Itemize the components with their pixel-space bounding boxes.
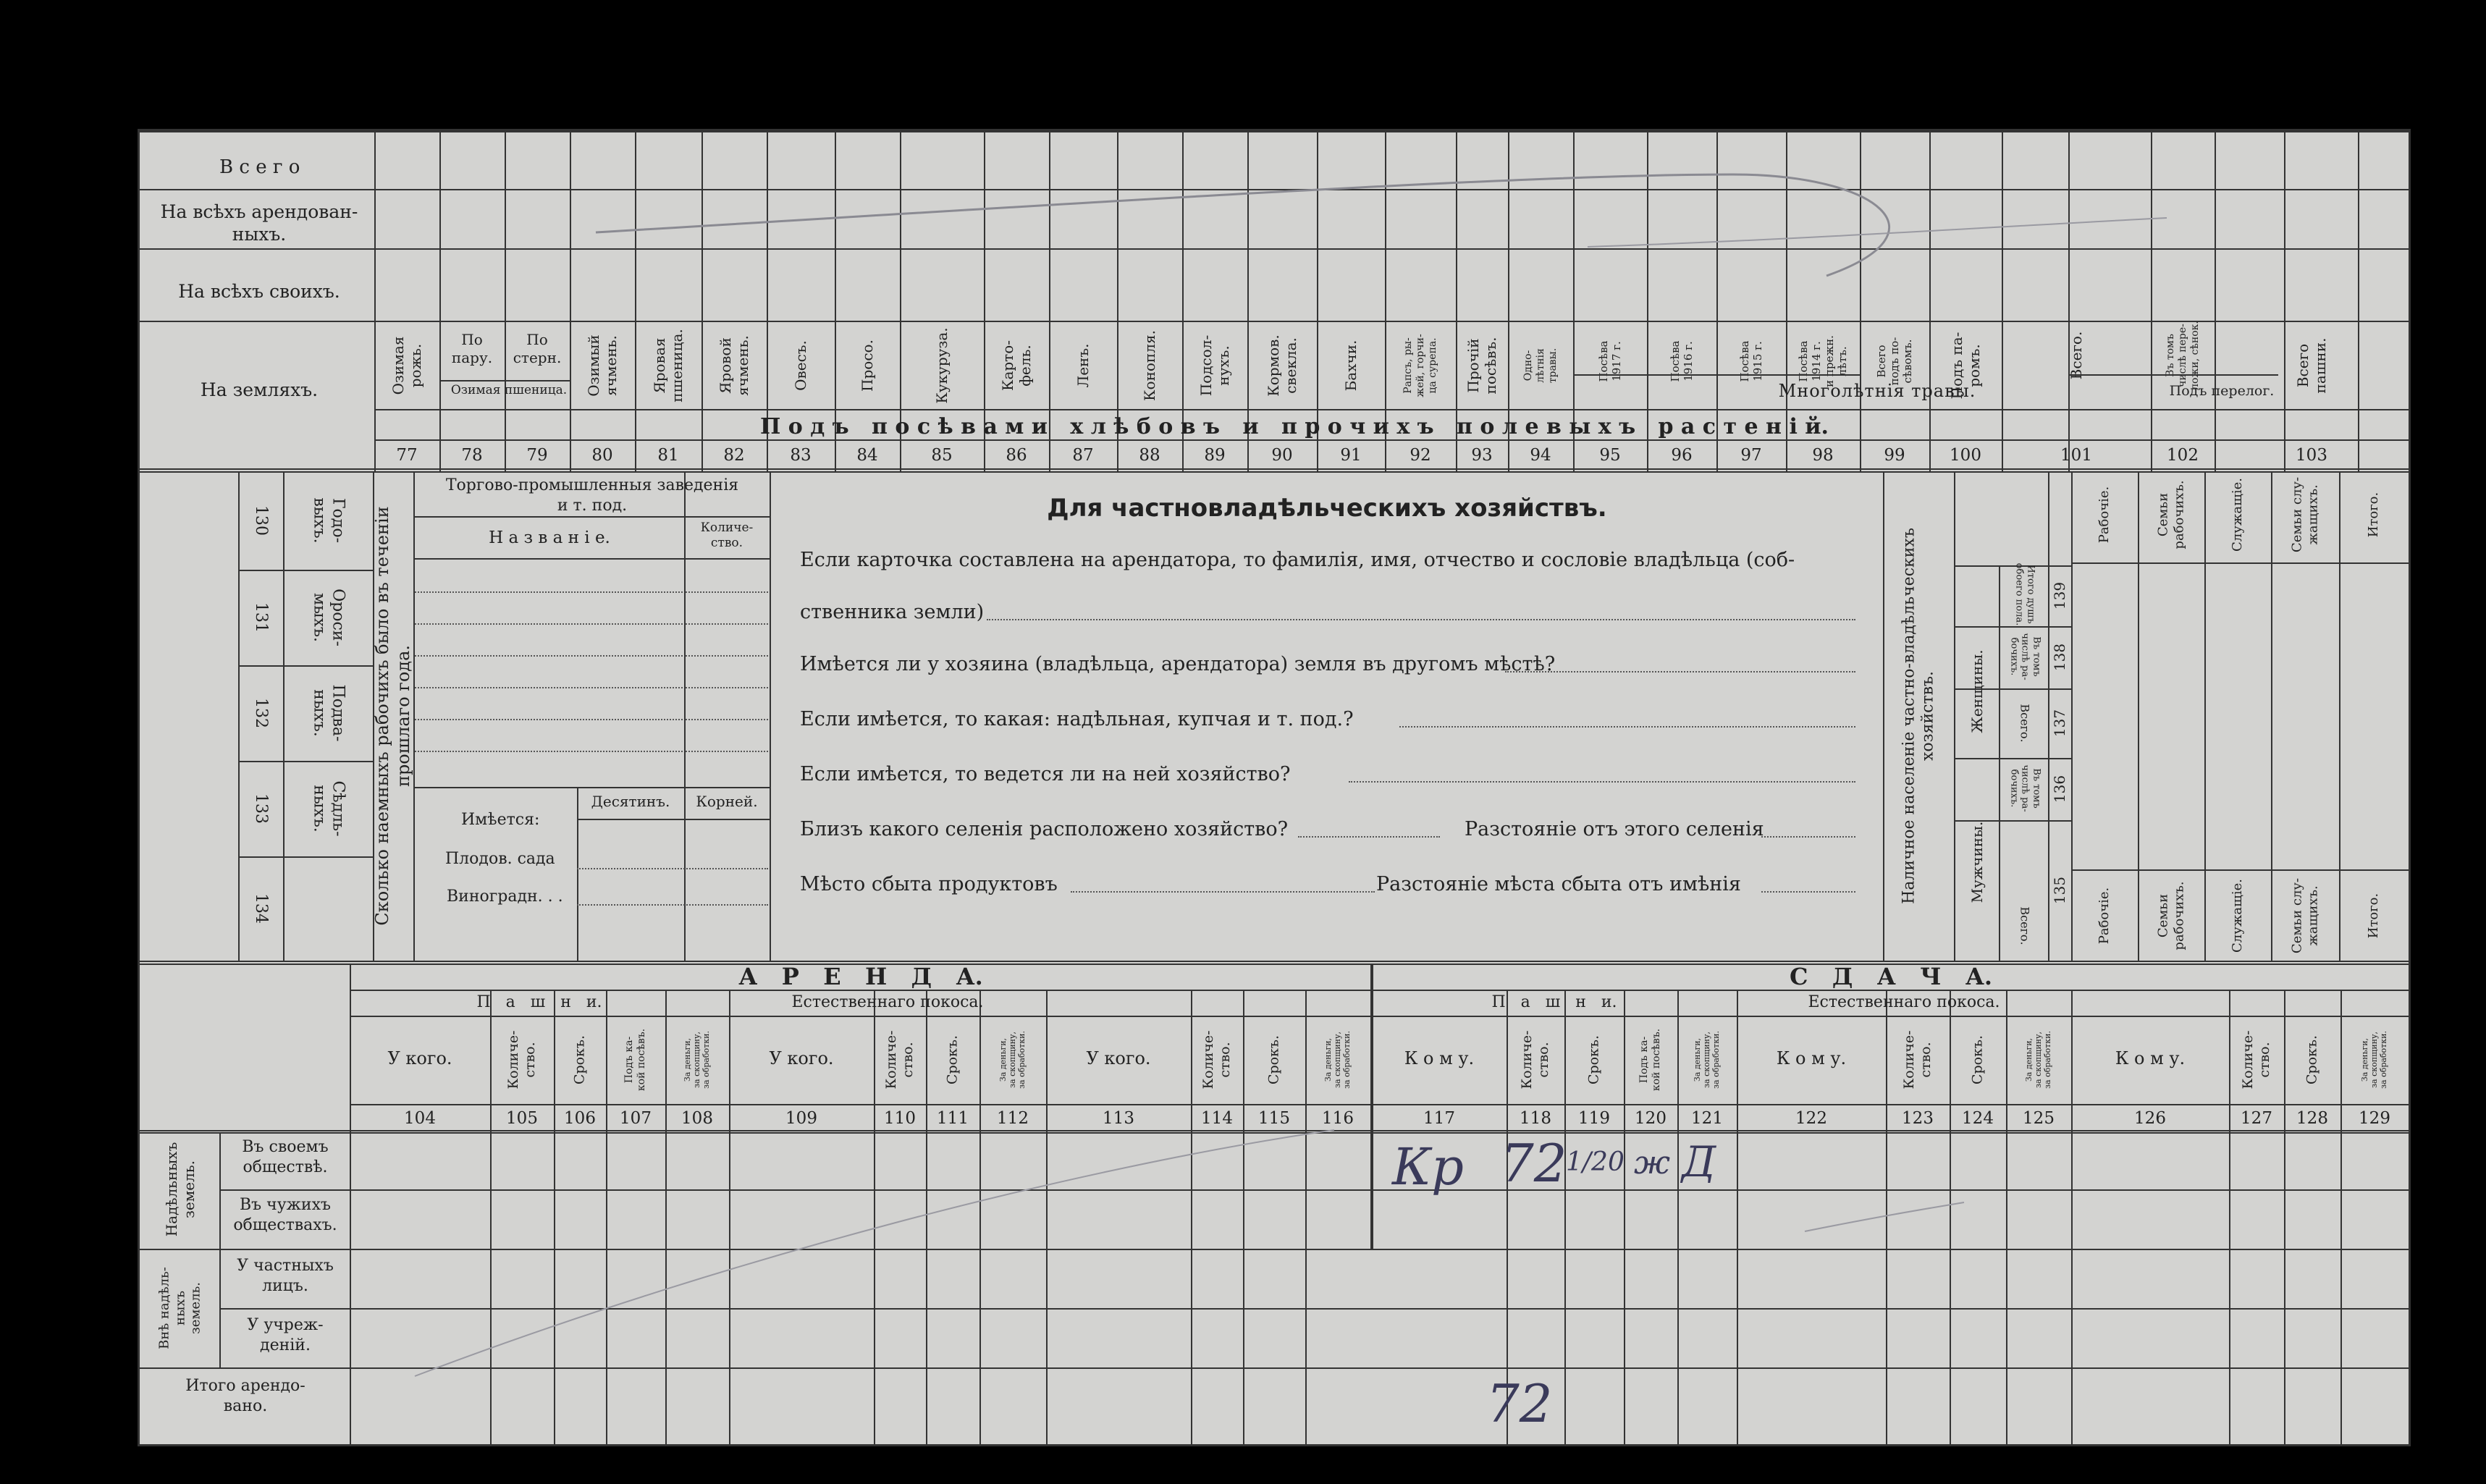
population-col-number: 139 bbox=[2051, 581, 2068, 610]
grid-line bbox=[979, 990, 981, 1444]
handwritten-fraction: 1/20 bbox=[1566, 1147, 1625, 1177]
lease-col-number: 117 bbox=[1423, 1109, 1455, 1128]
column-number: 83 bbox=[790, 446, 812, 465]
crop-label: Всего пашни. bbox=[2294, 337, 2329, 394]
dotted-row bbox=[415, 655, 683, 657]
own-community-label: Въ своемъ обществѣ. bbox=[242, 1138, 329, 1176]
lease-col-number: 108 bbox=[681, 1109, 713, 1128]
lease-col-number: 119 bbox=[1578, 1109, 1610, 1128]
question-5: Близъ какого селенія расположено хозяйство? bbox=[800, 818, 1289, 840]
women-workers: Въ томъ числѣ ра- бочихъ. bbox=[2008, 633, 2042, 680]
private-persons-label: У частныхъ лицъ. bbox=[237, 1257, 334, 1295]
grid-line bbox=[2071, 562, 2409, 564]
column-number: 100 bbox=[1950, 446, 1981, 465]
column-number: 82 bbox=[723, 446, 745, 465]
column-number: 99 bbox=[1884, 446, 1905, 465]
row-rented-label: На всѣхъ арендован- ныхъ. bbox=[160, 201, 358, 245]
lease-col-label: Количе- ство. bbox=[1901, 1030, 1934, 1089]
women-label: Женщины. bbox=[1968, 649, 1986, 733]
lease-col-number: 122 bbox=[1795, 1109, 1827, 1128]
lease-col-label: За деньги, за скопщину, за обработки. bbox=[2360, 1031, 2389, 1089]
livestock-number: 134 bbox=[252, 893, 271, 924]
crop-label: Яровая пшеница. bbox=[651, 329, 686, 402]
column-number: 78 bbox=[461, 446, 483, 465]
livestock-label: Сѣдль- ныхъ. bbox=[310, 780, 347, 837]
lease-col-label: За деньги, за скопщину, за обработки. bbox=[683, 1031, 712, 1089]
lease-col-number: 110 bbox=[884, 1109, 916, 1128]
crop-label: Посѣва 1916 г. bbox=[1669, 340, 1695, 382]
dotted-row bbox=[415, 719, 683, 720]
column-number: 84 bbox=[856, 446, 878, 465]
lease-col-label: Срокъ. bbox=[571, 1034, 588, 1085]
grid-line bbox=[490, 990, 492, 1444]
crop-label: Просо. bbox=[859, 340, 876, 392]
allotment-lands-label: Надѣльныхъ земель. bbox=[163, 1142, 198, 1237]
hired-workers-label: Сколько наемныхъ рабочихъ было въ теченіи прошлаго года. bbox=[372, 506, 413, 926]
lease-col-label: Количе- ство. bbox=[1200, 1030, 1233, 1089]
lease-col-label: К о м у. bbox=[2115, 1048, 2186, 1068]
meadow-group: Естественнаго покоса. bbox=[791, 993, 984, 1011]
lease-col-number: 105 bbox=[506, 1109, 538, 1128]
grid-line bbox=[2071, 869, 2409, 871]
column-number: 103 bbox=[2296, 446, 2327, 465]
lease-col-number: 114 bbox=[1201, 1109, 1233, 1128]
staff-col-top: Итого. bbox=[2366, 492, 2382, 538]
meadow-group: Естественнаго покоса. bbox=[1808, 993, 2000, 1011]
row-on-lands-label: На земляхъ. bbox=[200, 379, 319, 400]
grid-line bbox=[2138, 471, 2139, 961]
lease-col-number: 127 bbox=[2241, 1109, 2272, 1128]
lease-col-label: Подъ ка- кой посѣвъ. bbox=[1638, 1028, 1662, 1092]
crop-label: Карто- фель. bbox=[999, 340, 1034, 392]
column-number: 95 bbox=[1599, 446, 1621, 465]
crop-label: Кукуруза. bbox=[933, 327, 951, 404]
sdacha-header: С Д А Ч А. bbox=[1789, 963, 1993, 990]
orchard-label: Плодов. сада bbox=[445, 850, 555, 868]
lease-col-number: 121 bbox=[1691, 1109, 1723, 1128]
census-card bbox=[138, 129, 2411, 1446]
crop-label: Подсол- нухъ. bbox=[1197, 334, 1232, 397]
lease-col-number: 116 bbox=[1322, 1109, 1354, 1128]
column-number: 90 bbox=[1271, 446, 1293, 465]
column-number: 98 bbox=[1812, 446, 1834, 465]
perennial-grass-label: Многолѣтнія травы. bbox=[1778, 381, 1976, 401]
column-number: 87 bbox=[1072, 446, 1094, 465]
handwritten-mark: ж bbox=[1634, 1144, 1671, 1181]
population-col-number: 135 bbox=[2051, 876, 2068, 905]
institutions-label: У учреж- деній. bbox=[247, 1316, 324, 1354]
lease-col-label: Количе- ство. bbox=[1519, 1030, 1551, 1089]
grid-line bbox=[554, 990, 555, 1444]
dotted-row bbox=[686, 655, 768, 657]
lease-col-label: Количе- ство. bbox=[883, 1030, 916, 1089]
livestock-number: 131 bbox=[252, 602, 271, 633]
lease-col-label: За деньги, за скопщину, за обработки. bbox=[1693, 1031, 1722, 1089]
dotted-row bbox=[686, 623, 768, 625]
question-1b: ственника земли) bbox=[800, 601, 985, 623]
lease-col-label: К о м у. bbox=[1404, 1048, 1475, 1068]
lease-col-number: 109 bbox=[785, 1109, 817, 1128]
grid-line bbox=[1564, 990, 1566, 1444]
row-total-label: В с е г о bbox=[219, 156, 300, 178]
question-6: Мѣсто сбыта продуктовъ bbox=[800, 873, 1058, 895]
column-number: 80 bbox=[591, 446, 613, 465]
men-total: Всего. bbox=[2018, 906, 2032, 945]
men-workers: Въ томъ числѣ ра- бочихъ. bbox=[2008, 764, 2042, 812]
dotted-row bbox=[686, 591, 768, 593]
dotted-row bbox=[686, 751, 768, 752]
column-number: 93 bbox=[1471, 446, 1493, 465]
lease-col-number: 126 bbox=[2134, 1109, 2166, 1128]
dotted-row bbox=[415, 623, 683, 625]
staff-col-bottom: Итого. bbox=[2366, 893, 2382, 939]
grid-line bbox=[2339, 471, 2340, 961]
lease-col-number: 107 bbox=[620, 1109, 652, 1128]
question-5b: Разстояніе отъ этого селенія bbox=[1465, 818, 1764, 840]
crop-label: Одно- лѣтнія травы. bbox=[1522, 347, 1559, 384]
staff-col-top: Семьи рабочихъ. bbox=[2155, 480, 2186, 549]
trade-header: Торгово-промышленныя заведенія и т. под. bbox=[445, 476, 739, 515]
dotted-row bbox=[686, 687, 768, 688]
grid-line bbox=[2358, 131, 2359, 471]
handwritten-total-72: 72 bbox=[1486, 1373, 1553, 1434]
column-number: 96 bbox=[1671, 446, 1693, 465]
crop-label: Подъ па- ромъ. bbox=[1948, 332, 1983, 400]
arable-group: П а ш н и. bbox=[476, 993, 602, 1011]
lease-col-number: 113 bbox=[1103, 1109, 1134, 1128]
column-number: 81 bbox=[657, 446, 679, 465]
fallow-label: Подъ перелог. bbox=[2169, 383, 2275, 399]
lease-col-label: Срокъ. bbox=[2304, 1034, 2320, 1085]
lease-col-number: 112 bbox=[997, 1109, 1029, 1128]
lease-col-label: Срокъ. bbox=[1265, 1034, 1282, 1085]
crop-label: Озимый ячмень. bbox=[585, 334, 620, 397]
under-crops-banner: П о д ъ п о с ѣ в а м и х л ѣ б о в ъ и п р о ч и х ъ п о л е в ы х ъ р а с т е н і й. bbox=[759, 414, 1829, 439]
grid-line bbox=[1950, 990, 1951, 1444]
lease-col-number: 111 bbox=[937, 1109, 969, 1128]
crop-label: Ленъ. bbox=[1074, 343, 1092, 388]
crop-label: Рапсъ, ры- жей, горчи- ца сурепа. bbox=[1402, 334, 1438, 397]
lease-col-label: За деньги, за скопщину, за обработки. bbox=[1323, 1031, 1352, 1089]
population-title: Наличное населеніе частно-владѣльческихъ хозяйствъ. bbox=[1900, 528, 1937, 904]
handwritten-d: Д bbox=[1682, 1137, 1716, 1186]
crop-label: По пару. bbox=[451, 331, 493, 366]
grid-line bbox=[2340, 990, 2342, 1444]
column-number: 94 bbox=[1530, 446, 1551, 465]
grid-line bbox=[374, 131, 376, 471]
grid-line bbox=[2284, 990, 2285, 1444]
column-number: 102 bbox=[2167, 446, 2199, 465]
total-both-sexes: Итого душъ обоего пола. bbox=[2014, 562, 2036, 626]
crop-label: Кормов. свекла. bbox=[1265, 334, 1299, 397]
grid-line bbox=[2068, 374, 2278, 376]
lease-col-number: 128 bbox=[2296, 1109, 2328, 1128]
dotted-row bbox=[415, 687, 683, 688]
grid-line bbox=[2284, 131, 2285, 471]
lease-col-label: Количе- ство. bbox=[505, 1030, 538, 1089]
grid-line bbox=[2271, 471, 2272, 961]
crop-label: Яровой ячмень. bbox=[717, 335, 751, 396]
women-total: Всего. bbox=[2018, 704, 2032, 743]
lease-col-label: У кого. bbox=[769, 1048, 834, 1068]
population-col-number: 136 bbox=[2051, 775, 2068, 804]
column-number: 88 bbox=[1139, 446, 1160, 465]
grid-line bbox=[1243, 990, 1244, 1444]
dotted-row bbox=[686, 719, 768, 720]
crop-label: Посѣва 1914 г. и прежн. лѣтъ. bbox=[1797, 335, 1849, 387]
population-col-number: 138 bbox=[2051, 643, 2068, 672]
population-col-number: 137 bbox=[2051, 709, 2068, 738]
has-label: Имѣется: bbox=[461, 811, 540, 829]
staff-col-bottom: Семьи рабочихъ. bbox=[2155, 881, 2186, 950]
private-title: Для частновладѣльческихъ хозяйствъ. bbox=[1047, 494, 1607, 523]
column-number: 86 bbox=[1006, 446, 1027, 465]
grid-line bbox=[606, 990, 607, 1444]
column-number: 92 bbox=[1410, 446, 1431, 465]
lease-col-label: За деньги, за скопщину, за обработки. bbox=[2024, 1031, 2053, 1089]
grid-line bbox=[2229, 990, 2230, 1444]
question-1: Если карточка составлена на арендатора, то фамилія, имя, отчество и сословіе владѣльца (соб- bbox=[800, 549, 1795, 571]
lease-col-label: У кого. bbox=[1086, 1048, 1151, 1068]
crop-label: По стерн. bbox=[513, 331, 562, 366]
handwritten-72: 72 bbox=[1501, 1133, 1567, 1194]
men-label: Мужчины. bbox=[1968, 821, 1986, 903]
crop-label: Посѣва 1915 г. bbox=[1738, 340, 1764, 382]
lease-col-label: Срокъ. bbox=[944, 1034, 961, 1085]
grid-line bbox=[439, 380, 570, 381]
grid-line bbox=[926, 990, 927, 1444]
vineyard-label: Виноградн. . . bbox=[447, 888, 563, 906]
handwritten-kr: Кр bbox=[1392, 1137, 1464, 1197]
crop-label: Овесъ. bbox=[792, 340, 809, 391]
question-2: Имѣется ли у хозяина (владѣльца, арендатора) земля въ другомъ мѣстѣ? bbox=[800, 653, 1556, 675]
column-number: 85 bbox=[931, 446, 953, 465]
grid-line bbox=[874, 990, 875, 1444]
grid-line bbox=[1573, 374, 1860, 376]
livestock-label: Подва- ныхъ. bbox=[310, 684, 347, 742]
column-number: 91 bbox=[1340, 446, 1362, 465]
crop-label: Всего подъ по- сѣвомъ. bbox=[1875, 337, 1914, 386]
column-number: 89 bbox=[1204, 446, 1226, 465]
trade-qty-col: Количе- ство. bbox=[700, 520, 754, 551]
crop-label: Озимая рожь. bbox=[389, 336, 424, 395]
livestock-label: Ороси- мыхъ. bbox=[310, 589, 347, 646]
lease-col-label: К о м у. bbox=[1776, 1048, 1847, 1068]
grid-line bbox=[665, 990, 667, 1444]
column-number: 97 bbox=[1740, 446, 1762, 465]
staff-col-bottom: Служащіе. bbox=[2230, 879, 2246, 953]
staff-col-top: Служащіе. bbox=[2230, 478, 2246, 552]
livestock-label: Годо- выхъ. bbox=[310, 497, 347, 544]
dotted-row bbox=[415, 751, 683, 752]
lease-col-number: 118 bbox=[1520, 1109, 1551, 1128]
livestock-number: 132 bbox=[252, 698, 271, 728]
arable-group: П а ш н и. bbox=[1491, 993, 1617, 1011]
crop-label: Прочій посѣвъ. bbox=[1465, 337, 1499, 395]
lease-col-number: 104 bbox=[404, 1109, 436, 1128]
staff-col-top: Рабочіе. bbox=[2097, 486, 2112, 544]
lease-col-number: 106 bbox=[564, 1109, 596, 1128]
grid-line bbox=[2215, 131, 2216, 471]
crop-label: Конопля. bbox=[1141, 330, 1158, 401]
desyatin-col: Десятинъ. bbox=[591, 793, 670, 810]
non-allotment-lands-label: Внѣ надѣль- ныхъ земель. bbox=[156, 1267, 203, 1349]
winter-wheat-label: Озимая пшеница. bbox=[450, 383, 568, 397]
dotted-row bbox=[415, 591, 683, 593]
column-number: 101 bbox=[2060, 446, 2092, 465]
lease-col-label: Подъ ка- кой посѣвъ. bbox=[623, 1028, 647, 1092]
total-rented-label: Итого арендо- вано. bbox=[185, 1377, 306, 1415]
row-own-label: На всѣхъ своихъ. bbox=[178, 281, 340, 302]
column-number: 77 bbox=[396, 446, 418, 465]
crop-label: Всего. bbox=[2068, 331, 2085, 380]
crop-label: Бахчи. bbox=[1342, 340, 1360, 392]
lease-col-number: 115 bbox=[1258, 1109, 1290, 1128]
question-3: Если имѣется, то какая: надѣльная, купчая и т. под.? bbox=[800, 708, 1354, 730]
crop-label: Въ томъ числѣ пере- ложи, сѣнок. bbox=[2164, 321, 2201, 390]
grid-line bbox=[1677, 990, 1679, 1444]
livestock-number: 133 bbox=[252, 793, 271, 824]
roots-col: Корней. bbox=[696, 793, 758, 810]
lease-col-label: Количе- ство. bbox=[2240, 1030, 2272, 1089]
lease-col-number: 123 bbox=[1902, 1109, 1934, 1128]
lease-col-number: 120 bbox=[1635, 1109, 1667, 1128]
lease-col-number: 124 bbox=[1962, 1109, 1994, 1128]
lease-col-number: 125 bbox=[2023, 1109, 2055, 1128]
crop-label: Посѣва 1917 г. bbox=[1597, 340, 1623, 382]
lease-col-label: У кого. bbox=[387, 1048, 452, 1068]
grid-line bbox=[1624, 990, 1625, 1444]
staff-col-top: Семьи слу- жащихъ. bbox=[2289, 476, 2320, 553]
livestock-number: 130 bbox=[252, 505, 271, 536]
other-community-label: Въ чужихъ обществахъ. bbox=[233, 1196, 337, 1234]
question-4: Если имѣется, то ведется ли на ней хозяйство? bbox=[800, 763, 1291, 785]
staff-col-bottom: Рабочіе. bbox=[2097, 887, 2112, 945]
grid-line bbox=[1191, 990, 1192, 1444]
trade-name-col: Н а з в а н і е. bbox=[489, 528, 610, 547]
column-number: 79 bbox=[526, 446, 548, 465]
lease-col-label: Срокъ. bbox=[1969, 1034, 1986, 1085]
lease-col-number: 129 bbox=[2359, 1109, 2390, 1128]
grid-line bbox=[1886, 990, 1887, 1444]
grid-line bbox=[1305, 990, 1307, 1444]
lease-col-label: Срокъ. bbox=[1585, 1034, 1602, 1085]
arenda-header: А Р Е Н Д А. bbox=[738, 963, 983, 990]
staff-col-bottom: Семьи слу- жащихъ. bbox=[2289, 877, 2320, 954]
grid-line bbox=[2204, 471, 2206, 961]
question-6b: Разстояніе мѣста сбыта отъ имѣнія bbox=[1376, 873, 1741, 895]
grid-line bbox=[2006, 990, 2007, 1444]
lease-col-label: За деньги, за скопщину, за обработки. bbox=[998, 1031, 1027, 1089]
